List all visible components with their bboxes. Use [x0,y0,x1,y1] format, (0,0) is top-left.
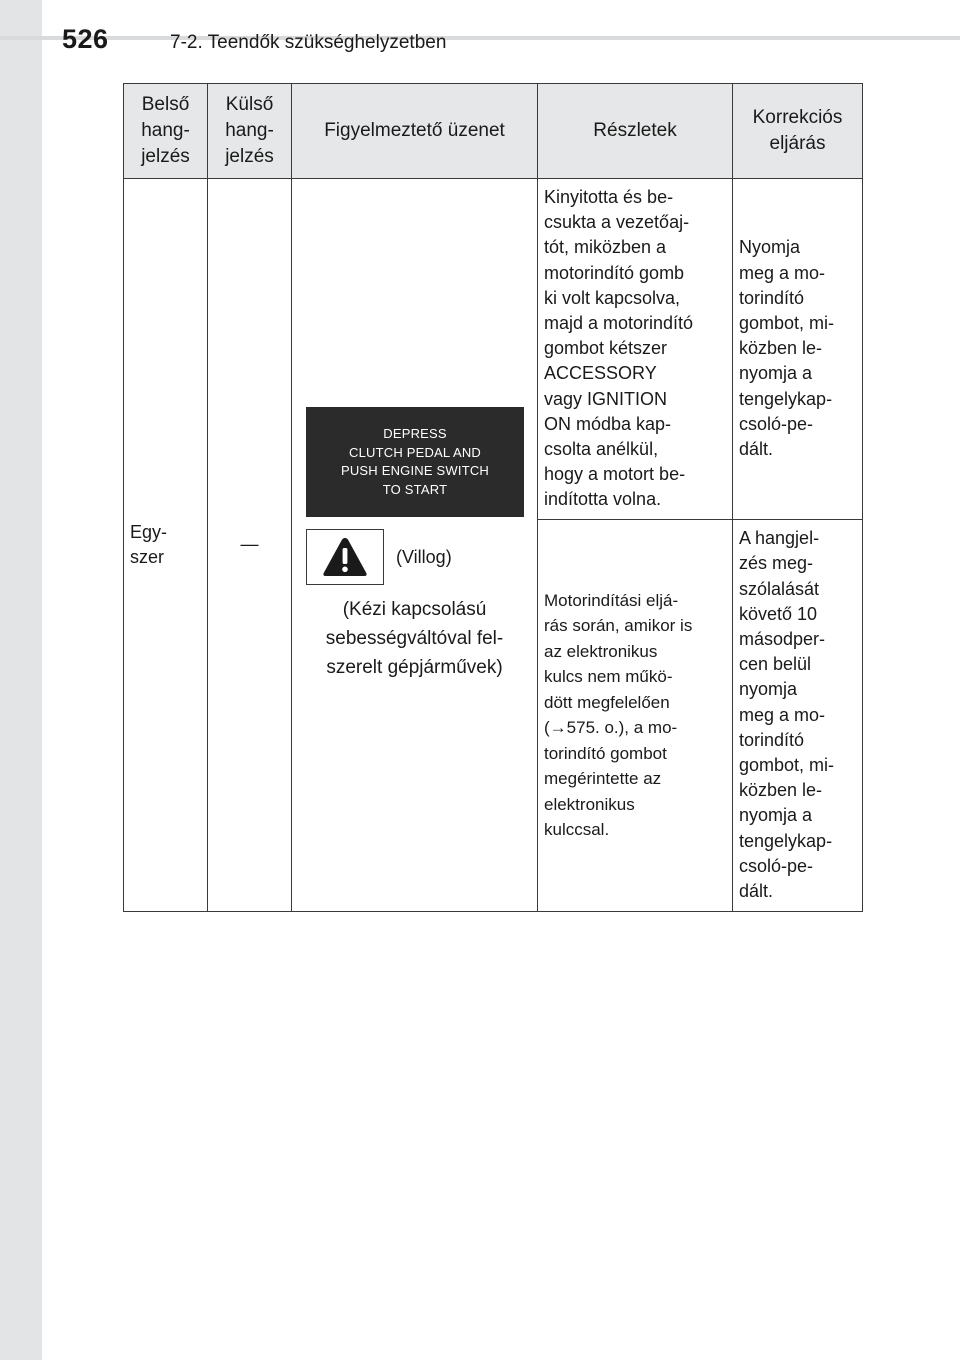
header-warning-message: Figyelmeztető üzenet [292,84,538,179]
warning-message-table [123,83,863,912]
header-correction: Korrekciós eljárás [733,84,863,179]
flashing-label: (Villog) [396,546,452,567]
page-header [42,0,960,36]
internal-buzzer-cell: Egy- szer [124,179,208,912]
header-external-buzzer: Külső hang- jelzés [208,84,292,179]
correction-cell-1: Nyomja meg a mo- torindító gombot, mi- közben le- nyomja a tengelykap- csoló-pe- dált. [733,179,863,520]
vehicle-note: (Kézi kapcsolású sebességváltóval fel- szerelt gépjárművek) [325,599,504,679]
correction-cell-2: A hangjel- zés meg- szólalását követő 10 másodper- cen belül nyomja meg a mo- torindító gombot, mi- közben le- nyomja a tengelykap- csoló-pe- dált. [733,519,863,911]
warning-indicator-row [306,529,531,585]
details-cell-2: Motorindítási eljá- rás során, amikor is az elektronikus kulcs nem műkö- dött megfelelően (→575. o.), a mo- torindító gombot megérintette az elektronikus kulccsal. [538,519,733,911]
header-internal-buzzer: Belső hang- jelzés [124,84,208,179]
warning-message-cell [292,179,538,912]
external-buzzer-cell: — [208,179,292,912]
details-cell-1: Kinyitotta és be- csukta a vezetőaj- tót, miközben a motorindító gomb ki volt kapcsolva, majd a motorindító gombot kétszer ACCESSORY vagy IGNITION ON módba kap- csolta anélkül, hogy a motort be- indította volna. [538,179,733,520]
warning-triangle-icon [306,529,384,585]
header-divider [0,36,960,40]
page-number: 526 [62,24,109,54]
table-header-row [124,84,863,179]
message-display: DEPRESS CLUTCH PEDAL AND PUSH ENGINE SWITCH TO START [306,407,524,517]
section-title: 7-2. Teendők szükséghelyzetben [170,32,447,53]
header-details: Részletek [538,84,733,179]
table-row [124,179,863,520]
left-margin-strip [0,0,42,1360]
